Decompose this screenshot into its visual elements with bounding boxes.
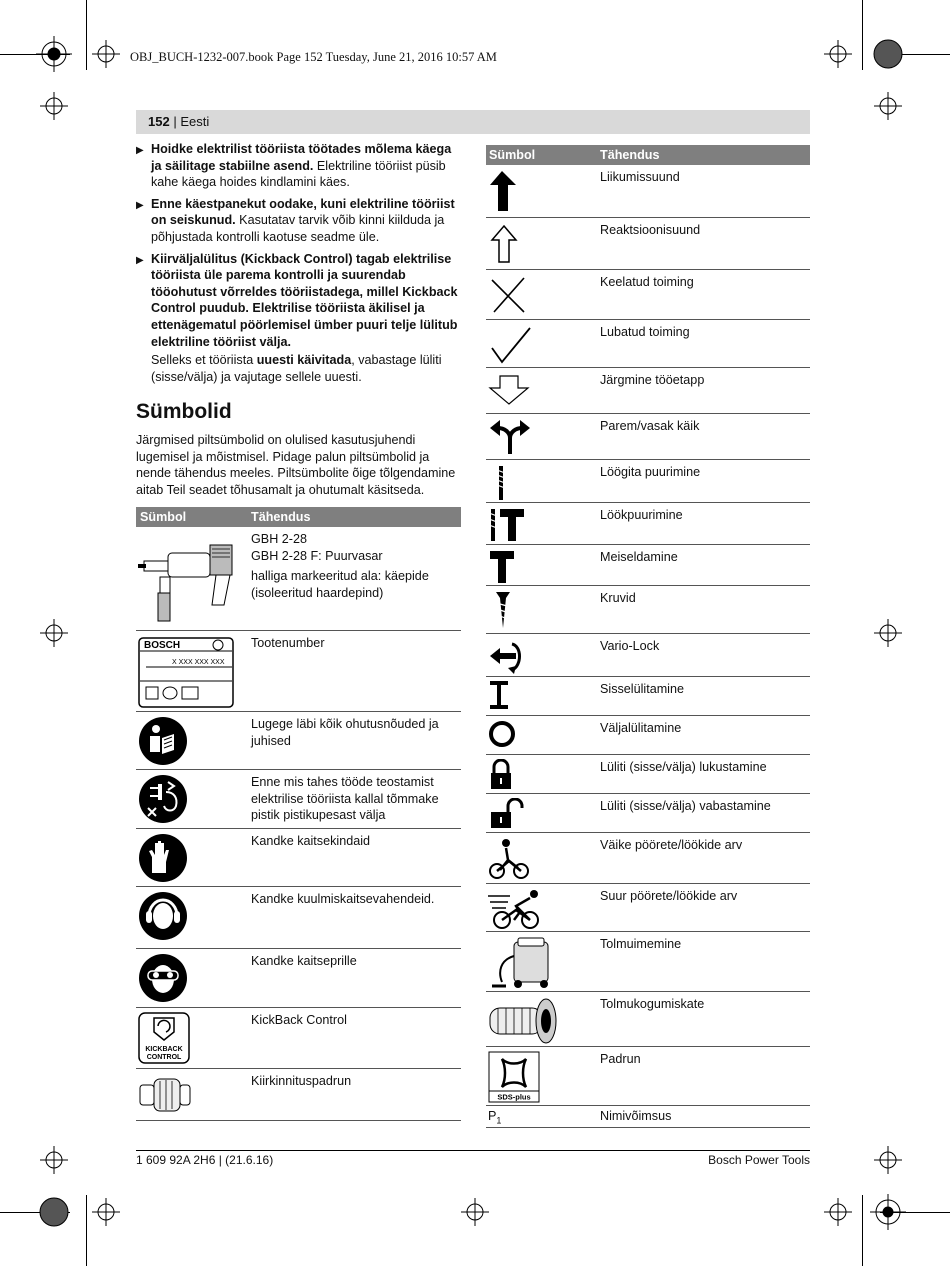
reaction-arrow-icon (488, 222, 528, 266)
footer-brand: Bosch Power Tools (708, 1153, 810, 1167)
kickback-badge-line1: KICKBACK (145, 1046, 183, 1053)
table-row (136, 527, 461, 631)
header-meaning: Tähendus (600, 148, 660, 162)
table-row (136, 829, 461, 887)
bullet-bold: Kiirväljalülitus (Kickback Control) tagab elektrilise tööriista üle parema kontrolli ja suurendab tööohutust võrreldes tööriistadega, millel Kickback Control puudub. Elektrilise tööriista äkilisel ja ettenägematul pöörlemisel ümber puuri telje lülitub elektriline tööriist välja. (151, 251, 458, 349)
table-row (486, 368, 810, 414)
header-symbol: Sümbol (140, 510, 187, 524)
row-meaning: Lugege läbi kõik ohutusnõuded ja juhised (251, 717, 439, 748)
table-row (136, 631, 461, 712)
section-name: Eesti (180, 114, 210, 129)
vario-lock-icon (488, 638, 528, 676)
read-manual-icon (138, 716, 188, 766)
lock-open-icon (488, 798, 528, 830)
table-row (486, 1106, 810, 1128)
table-header (136, 507, 461, 527)
table-header (486, 145, 810, 165)
sds-plus-badge: SDS-plus (497, 1092, 531, 1102)
kickback-badge-line2: CONTROL (146, 1054, 182, 1061)
table-row (486, 992, 810, 1047)
row-meaning: KickBack Control (251, 1013, 347, 1027)
bullet-paragraph: Selleks et tööriista uuesti käivitada, vabastage lüliti (sisse/välja) ja vajutage sellele uuesti. (151, 353, 442, 384)
row-meaning: Järgmine tööetapp (600, 373, 705, 387)
kickback-icon (138, 1012, 190, 1064)
chuck-icon (138, 1073, 194, 1117)
table-row (136, 712, 461, 770)
hammer-drill-icon (488, 507, 532, 543)
page-number: 152 (148, 114, 170, 129)
row-meaning: Tolmuimemine (600, 937, 682, 951)
header-symbol: Sümbol (489, 148, 536, 162)
lock-closed-icon (488, 759, 518, 791)
cross-icon (488, 274, 528, 316)
table-row (136, 949, 461, 1008)
table-row (486, 165, 810, 218)
row-meaning: Kruvid (600, 591, 636, 605)
ear-protection-icon (138, 891, 188, 941)
row-meaning: Reaktsioonisuund (600, 223, 701, 237)
row-meaning: Keelatud toiming (600, 275, 694, 289)
row-meaning: Kandke kaitseprille (251, 954, 357, 968)
bullet-bold: Hoidke elektrilist tööriista töötades mõlema käega ja säilitage stabiilne asend. (151, 142, 452, 173)
table-row (486, 270, 810, 320)
row-meaning: Padrun (600, 1052, 641, 1066)
table-row (136, 770, 461, 829)
table-row (486, 716, 810, 755)
table-row (486, 884, 810, 932)
fast-cyclist-icon (488, 888, 548, 930)
chisel-icon (488, 549, 528, 585)
row-meaning: Lüliti (sisse/välja) lukustamine (600, 760, 767, 774)
switch-on-icon (488, 681, 518, 711)
bullet-item: ▶ Kiirväljalülitus (Kickback Control) tagab elektrilise tööriista üle parema kontrolli ja suurendab tööohutust võrreldes tööriistadega, millel Kickback Control puudub. Elektrilise tööriista äkilisel ja ettenägematul pöörlemisel ümber puuri telje lülitub elektriline tööriist välja. Selleks et tööriista uuesti käivitada, vabastage lüliti (sisse/välja) ja vajutage sellele uuesti. (136, 251, 461, 386)
row-meaning: GBH 2-28 GBH 2-28 F: Puurvasar halliga markeeritud ala: käepide (isoleeritud haardepind) (251, 532, 429, 600)
row-meaning: Meiseldamine (600, 550, 678, 564)
row-meaning: Väike pöörete/löökide arv (600, 838, 743, 852)
drill-icon (138, 531, 238, 627)
row-meaning: Löögita puurimine (600, 465, 701, 479)
table-row (486, 545, 810, 586)
table-row (486, 634, 810, 677)
row-meaning: Tootenumber (251, 636, 325, 650)
row-meaning: Kandke kaitsekindaid (251, 834, 371, 848)
screw-icon (488, 590, 528, 630)
nameplate-icon (138, 637, 234, 709)
header-meaning: Tähendus (251, 510, 311, 524)
movement-arrow-icon (488, 169, 528, 213)
safety-bullets (136, 141, 461, 390)
nameplate-brand: BOSCH (144, 640, 181, 651)
table-row (486, 932, 810, 992)
footer-rule (136, 1150, 810, 1151)
table-row (486, 503, 810, 545)
table-row (136, 887, 461, 949)
row-meaning: Lubatud toiming (600, 325, 690, 339)
p1-icon: $P_1$ (488, 1109, 502, 1126)
table-row (136, 1008, 461, 1069)
check-icon (488, 324, 532, 366)
bullet-text: Elektriline tööriist püsib kahe käega hoides kindlamini käes. (151, 158, 446, 190)
next-step-arrow-icon (488, 372, 532, 408)
section-heading: Sümbolid (136, 400, 232, 423)
drill-bit-icon (488, 464, 528, 502)
row-meaning: Löökpuurimine (600, 508, 683, 522)
slow-cyclist-icon (488, 837, 532, 881)
intro-text: Järgmised piltsümbolid on olulised kasutusjuhendi lugemisel ja mõistmisel. Pidage palun piltsümbolid ja nende tähendus meeles. Piltsümbolite õige tõlgendamine aitab Teil seadet tõhusamalt ja ohutumalt käsitseda. (136, 433, 456, 497)
print-header: OBJ_BUCH-1232-007.book Page 152 Tuesday, June 21, 2016 10:57 AM (130, 50, 497, 64)
row-meaning: Liikumissuund (600, 170, 680, 184)
row-meaning: Vario-Lock (600, 639, 660, 653)
table-row (486, 460, 810, 503)
table-row (486, 414, 810, 460)
goggles-icon (138, 953, 188, 1003)
vacuum-icon (488, 936, 552, 990)
row-meaning: Väljalülitamine (600, 721, 682, 735)
table-row (486, 794, 810, 833)
bullet-item: ▶ Enne käestpanekut oodake, kuni elektriline tööriist on seiskunud. Kasutatav tarvik võib kinni kiilduda ja põhjustada kontrolli kaotuse seadme üle. (136, 196, 455, 244)
table-row (486, 320, 810, 368)
symbol-table-right (486, 145, 810, 1128)
nameplate-code: X XXX XXX XXX (172, 659, 225, 666)
row-meaning: Suur pöörete/löökide arv (600, 889, 738, 903)
row-meaning: Kandke kuulmiskaitsevahendeid. (251, 892, 435, 906)
gloves-icon (138, 833, 188, 883)
row-meaning: Tolmukogumiskate (600, 997, 705, 1011)
sds-plus-icon (488, 1051, 540, 1103)
bullet-bold: Enne käestpanekut oodake, kuni elektriline tööriist on seiskunud. (151, 196, 455, 228)
table-row (486, 755, 810, 794)
bullet-text: Kasutatav tarvik võib kinni kiilduda ja põhjustada kontrolli kaotuse seadme üle. (151, 213, 445, 244)
table-row (136, 1069, 461, 1121)
table-row (486, 833, 810, 884)
table-row (486, 218, 810, 270)
symbol-table-left (136, 507, 461, 1121)
unplug-icon (138, 774, 188, 824)
table-row (486, 677, 810, 716)
footer-doc-number: 1 609 92A 2H6 | (21.6.16) (136, 1153, 274, 1167)
row-meaning: Lüliti (sisse/välja) vabastamine (600, 799, 771, 813)
row-meaning: Sisselülitamine (600, 682, 684, 696)
row-meaning: Enne mis tahes tööde teostamist elektrilise tööriista kallal tõmmake pistik pistikupesast välja (251, 775, 439, 822)
row-meaning: Parem/vasak käik (600, 419, 700, 433)
dust-hood-icon (488, 996, 560, 1046)
page-header-band: 152 | Eesti (136, 110, 810, 134)
bullet-item: ▶ Hoidke elektrilist tööriista töötades mõlema käega ja säilitage stabiilne asend. Elektriline tööriist püsib kahe käega hoides kindlamini käes. (136, 142, 452, 190)
table-row (486, 586, 810, 634)
row-meaning: Nimivõimsus (600, 1109, 672, 1123)
table-row (486, 1047, 810, 1106)
row-meaning: Kiirkinnituspadrun (251, 1074, 352, 1088)
direction-fork-icon (488, 418, 532, 456)
switch-off-icon (488, 720, 520, 752)
